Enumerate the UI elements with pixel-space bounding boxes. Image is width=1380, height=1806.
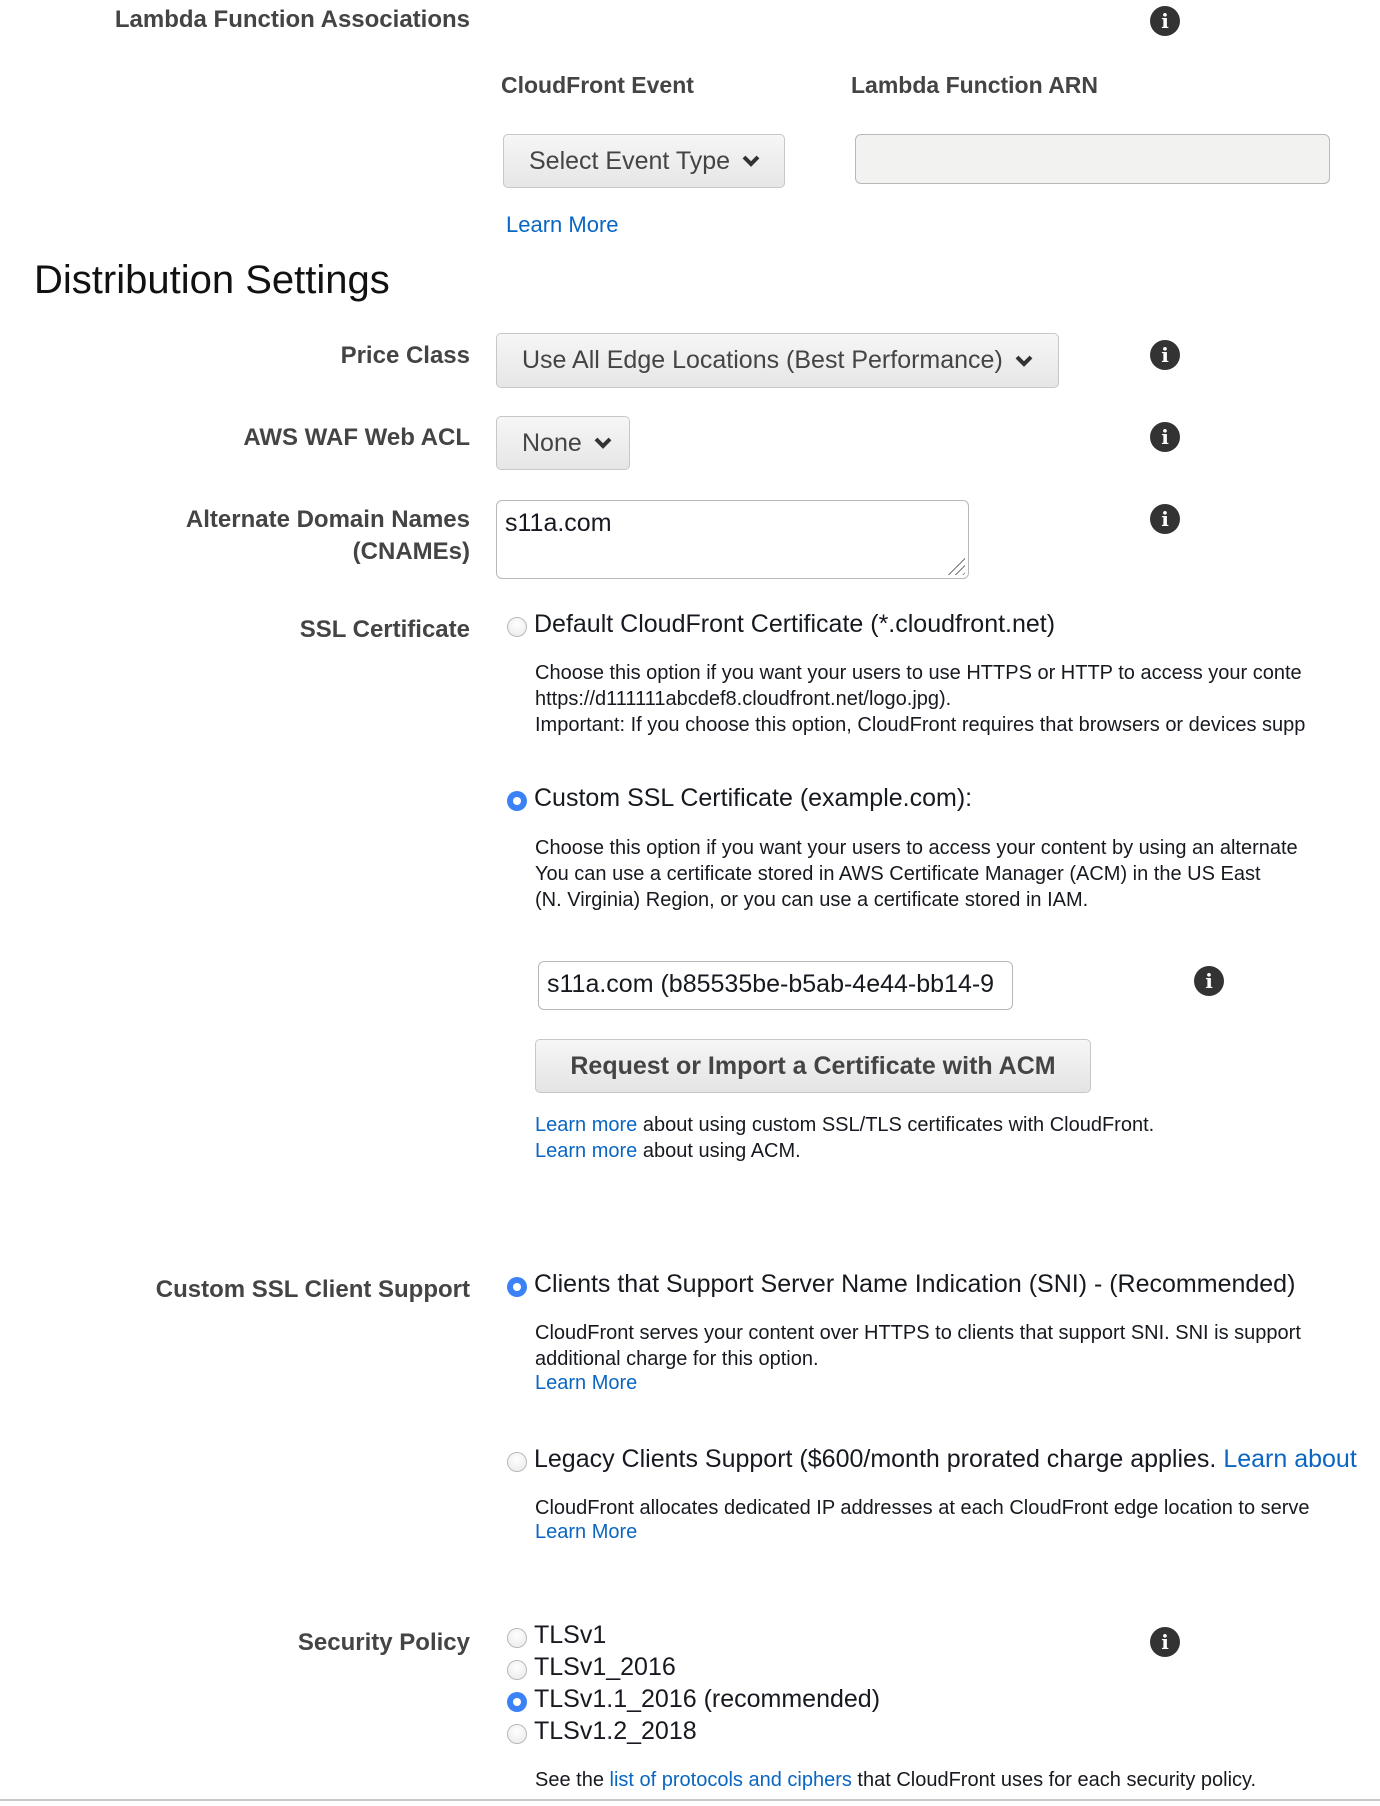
lambda-arn-column-header: Lambda Function ARN xyxy=(851,72,1099,98)
info-icon[interactable]: i xyxy=(1150,504,1180,534)
tlsv1-2-2018-radio[interactable] xyxy=(507,1724,527,1744)
tlsv1-radio[interactable] xyxy=(507,1628,527,1648)
footer-prefix: See the xyxy=(535,1769,610,1791)
footer-suffix: that CloudFront uses for each security policy. xyxy=(851,1769,1257,1791)
legacy-learn-about-link[interactable]: Learn about xyxy=(1223,1445,1357,1473)
lambda-learn-more-link[interactable]: Learn More xyxy=(506,212,619,237)
info-icon[interactable]: i xyxy=(1150,422,1180,452)
price-class-label: Price Class xyxy=(340,342,470,369)
lambda-associations-label: Lambda Function Associations xyxy=(114,6,470,33)
legacy-clients-radio[interactable] xyxy=(507,1452,527,1472)
distribution-settings-heading: Distribution Settings xyxy=(34,258,390,302)
waf-web-acl-label: AWS WAF Web ACL xyxy=(243,424,470,451)
learn-more-ssl-text: about using custom SSL/TLS certificates with CloudFront. xyxy=(637,1114,1155,1136)
legacy-clients-option[interactable] xyxy=(534,1445,1357,1474)
ssl-certificate-label: SSL Certificate xyxy=(299,616,470,643)
certificate-input[interactable]: s11a.com (b85535be-b5ab-4e44-bb14-9 xyxy=(538,961,1013,1010)
learn-more-ssl-line xyxy=(535,1112,1154,1138)
custom-certificate-option-label[interactable]: Custom SSL Certificate (example.com): xyxy=(534,784,973,812)
custom-certificate-radio[interactable] xyxy=(507,791,527,811)
legacy-desc: CloudFront allocates dedicated IP addresses at each CloudFront edge location to serve xyxy=(535,1497,1310,1519)
chevron-down-icon xyxy=(594,436,612,450)
info-icon[interactable]: i xyxy=(1150,1627,1180,1657)
request-import-acm-button[interactable]: Request or Import a Certificate with ACM xyxy=(535,1039,1091,1093)
price-class-select-value: Use All Edge Locations (Best Performance) xyxy=(522,346,1003,374)
price-class-select[interactable] xyxy=(496,333,1059,388)
learn-more-ssl-link[interactable]: Learn more xyxy=(535,1114,638,1136)
legacy-clients-option-label: Legacy Clients Support ($600/month prorated charge applies. xyxy=(534,1445,1224,1473)
learn-more-acm-line xyxy=(535,1138,801,1164)
learn-more-acm-link[interactable]: Learn more xyxy=(535,1140,638,1162)
info-icon[interactable]: i xyxy=(1150,6,1180,36)
custom-certificate-desc-1: Choose this option if you want your users to access your content by using an alternate xyxy=(535,837,1298,859)
sni-radio[interactable] xyxy=(507,1277,527,1297)
cloudfront-event-column-header: CloudFront Event xyxy=(501,72,694,98)
waf-web-acl-select[interactable] xyxy=(496,416,630,470)
cnames-textarea[interactable] xyxy=(496,500,969,579)
section-divider xyxy=(0,1799,1380,1801)
cnames-label-line2: (CNAMEs) xyxy=(352,538,470,565)
sni-option-label[interactable]: Clients that Support Server Name Indication (SNI) - (Recommended) xyxy=(534,1270,1296,1298)
protocols-ciphers-link[interactable]: list of protocols and ciphers xyxy=(609,1769,852,1791)
tlsv1-2-2018-option-label[interactable]: TLSv1.2_2018 xyxy=(534,1717,697,1745)
security-policy-footer xyxy=(535,1767,1256,1793)
sni-desc-1: CloudFront serves your content over HTTPS to clients that support SNI. SNI is support xyxy=(535,1322,1301,1344)
cnames-label-line1: Alternate Domain Names xyxy=(185,506,470,533)
tlsv1-2016-radio[interactable] xyxy=(507,1660,527,1680)
sni-desc-2: additional charge for this option. xyxy=(535,1348,819,1370)
resize-handle-icon[interactable] xyxy=(943,553,965,575)
sni-learn-more-link[interactable]: Learn More xyxy=(535,1372,638,1394)
tlsv1-option-label[interactable]: TLSv1 xyxy=(534,1621,607,1649)
default-certificate-radio[interactable] xyxy=(507,617,527,637)
custom-certificate-desc-2: You can use a certificate stored in AWS Certificate Manager (ACM) in the US East xyxy=(535,863,1261,885)
security-policy-label: Security Policy xyxy=(297,1629,470,1656)
tlsv1-2016-option-label[interactable]: TLSv1_2016 xyxy=(534,1653,676,1681)
tlsv1-1-2016-option-label[interactable]: TLSv1.1_2016 (recommended) xyxy=(534,1685,881,1713)
event-type-select[interactable] xyxy=(503,134,785,188)
custom-certificate-desc-3: (N. Virginia) Region, or you can use a certificate stored in IAM. xyxy=(535,889,1089,911)
chevron-down-icon xyxy=(742,154,760,168)
info-icon[interactable]: i xyxy=(1150,340,1180,370)
default-certificate-option-label[interactable]: Default CloudFront Certificate (*.cloudfront.net) xyxy=(534,610,1056,638)
client-support-label: Custom SSL Client Support xyxy=(155,1276,470,1303)
event-type-select-value: Select Event Type xyxy=(529,146,731,175)
lambda-arn-input[interactable] xyxy=(855,134,1330,184)
chevron-down-icon xyxy=(1015,354,1033,368)
cnames-textarea-value: s11a.com xyxy=(505,509,612,537)
info-icon[interactable]: i xyxy=(1194,966,1224,996)
default-certificate-desc-3: Important: If you choose this option, CloudFront requires that browsers or devices supp xyxy=(535,714,1306,736)
default-certificate-desc-2: https://d111111abcdef8.cloudfront.net/logo.jpg). xyxy=(535,688,952,710)
learn-more-acm-text: about using ACM. xyxy=(637,1140,801,1162)
legacy-learn-more-link[interactable]: Learn More xyxy=(535,1521,638,1543)
waf-web-acl-select-value: None xyxy=(522,428,582,457)
default-certificate-desc-1: Choose this option if you want your users to use HTTPS or HTTP to access your conte xyxy=(535,662,1302,684)
tlsv1-1-2016-radio[interactable] xyxy=(507,1692,527,1712)
